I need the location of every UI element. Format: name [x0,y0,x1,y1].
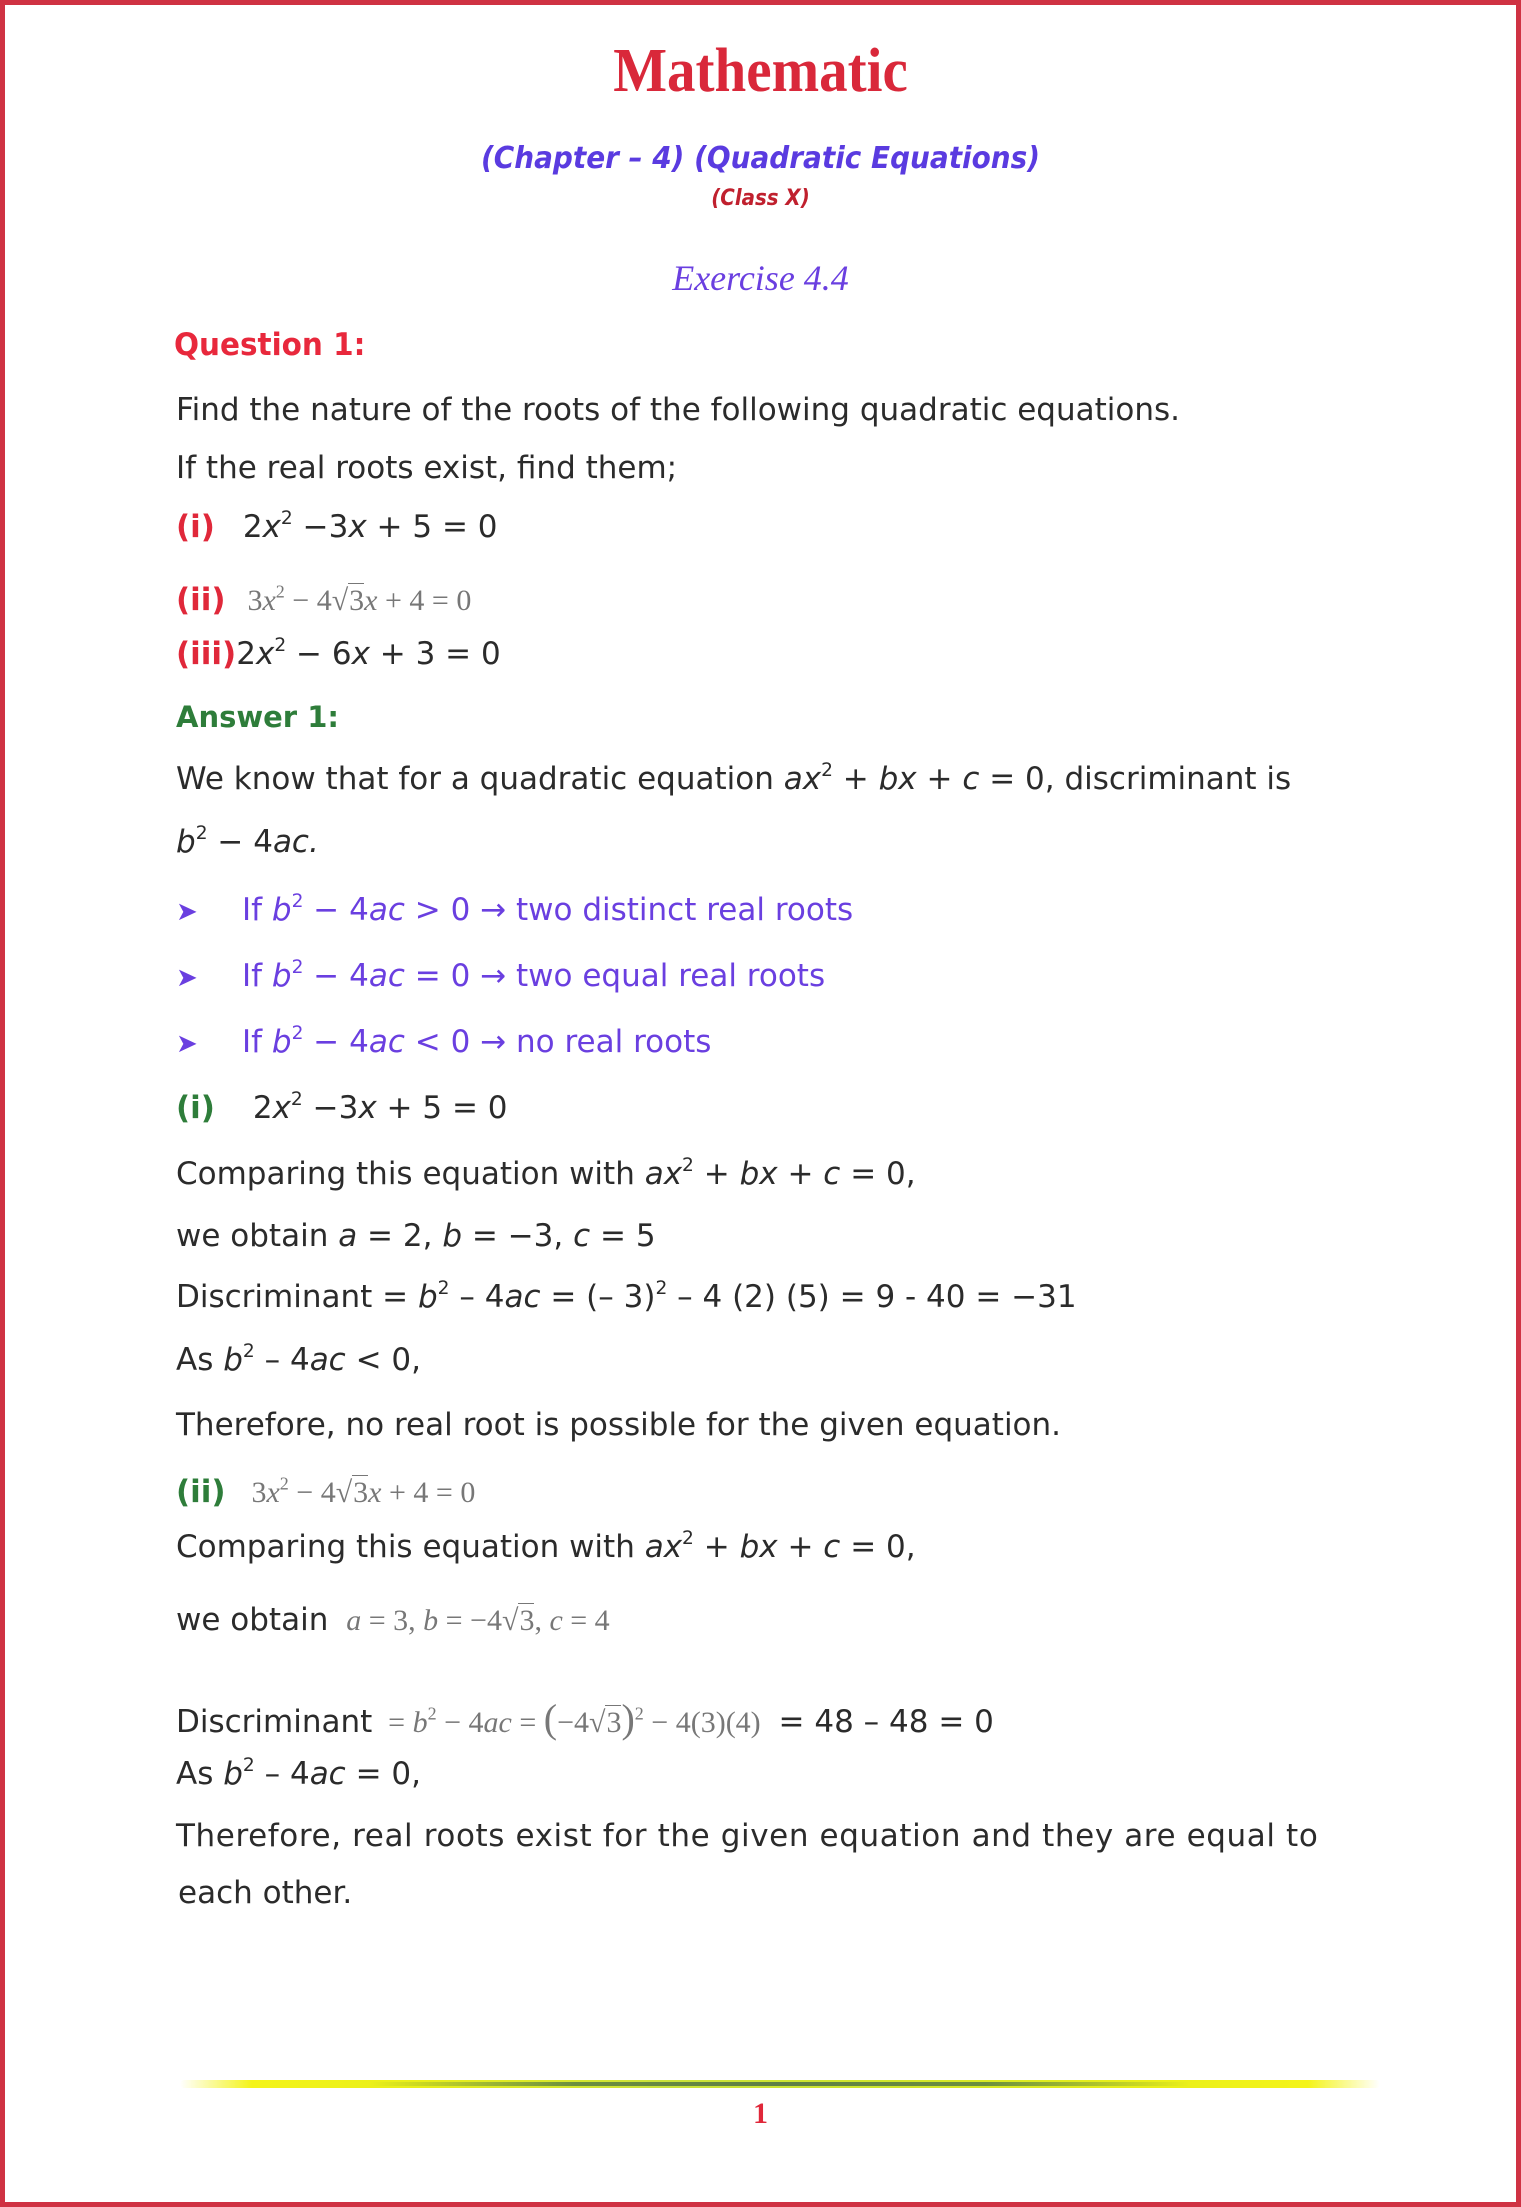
solution-part-ii-heading [176,1474,475,1510]
intro-text: We know that for a quadratic equation [176,761,784,797]
solution-ii-conclusion-2: each other. [178,1875,353,1911]
class-wrap [0,186,1521,211]
exercise-wrap [0,257,1521,299]
part-equation: $2x^2 -3x + 5 = 0$ [242,507,498,545]
part-equation: $3x^2 - 4√3x + 4 = 0$ [251,1473,476,1509]
document-title: Mathematic [613,37,908,105]
answer-intro-line-1 [176,761,1291,797]
part-equation: $3x^2 - 4√3x + 4 = 0$ [247,581,472,617]
solution-i-conclusion: Therefore, no real root is possible for the given equation. [176,1407,1062,1443]
arrow-bullet-icon: ➤ [176,897,198,927]
solution-i-comparing: Comparing this equation with $ax^2$ + bx + c = 0, [176,1154,916,1192]
part-label: (ii) [176,582,226,618]
question-line-2: If the real roots exist, find them; [176,450,678,486]
condition-text: If $b^2 - 4ac < 0$ → [242,1022,516,1060]
intro-suffix: , discriminant is [1044,761,1292,797]
part-label: (i) [176,509,215,545]
part-equation: $2x^2 -3x + 5 = 0$ [252,1088,508,1126]
condition-text: If $b^2 - 4ac = 0$ → [242,956,516,994]
footer [0,2097,1521,2131]
answer-heading: Answer 1: [176,700,339,734]
answer-intro-line-2: $b^2 - 4ac$. [176,822,319,860]
obtain-text: we obtain [176,1602,329,1638]
discriminant-result: = 48 – 48 = 0 [778,1704,994,1740]
solution-ii-comparing: Comparing this equation with $ax^2$ + bx + c = 0, [176,1527,916,1565]
footer-divider-inner [370,2082,1190,2086]
header [0,36,1521,107]
solution-ii-discriminant [176,1695,994,1742]
chapter-wrap [0,141,1521,176]
solution-ii-as: As $b^2 - 4ac = 0$, [176,1754,421,1792]
condition-item-negative [176,1024,711,1060]
discriminant-label: Discriminant [176,1704,373,1740]
question-line-1: Find the nature of the roots of the following quadratic equations. [176,392,1181,428]
condition-result: two equal real roots [516,958,826,994]
solution-i-discriminant: Discriminant = $b^2 - 4ac$ = (– 3)$^2$ – 4 (2) (5) = 9 - 40 = −31 [176,1277,1077,1315]
part-equation: $2x^2 - 6x + 3 = 0$ [236,634,501,672]
question-part-ii [176,582,471,618]
page-number: 1 [753,2097,768,2130]
question-part-iii [176,636,501,672]
arrow-bullet-icon: ➤ [176,963,198,993]
exercise-title: Exercise 4.4 [672,258,849,298]
coefficient-values: a = 3, b = −4√3, c = 4 [346,1604,610,1637]
discriminant-expression: = $b^2 - 4ac = (-4√3)^2 - 4(3)(4)$ [388,1696,761,1741]
class-label: (Class X) [711,186,810,211]
condition-result: no real roots [516,1024,712,1060]
question-heading: Question 1: [174,327,366,363]
arrow-bullet-icon: ➤ [176,1029,198,1059]
condition-item-zero [176,958,825,994]
condition-result: two distinct real roots [516,892,854,928]
solution-i-as: As $b^2 - 4ac < 0$, [176,1340,421,1378]
question-part-i [176,509,498,545]
intro-equation: $ax^2$ + bx + c = 0 [783,759,1045,797]
part-label: (i) [176,1090,215,1126]
chapter-subtitle: (Chapter – 4) (Quadratic Equations) [480,141,1041,176]
solution-i-coefficients: we obtain a = 2, b = −3, c = 5 [176,1218,656,1254]
part-label: (ii) [176,1474,226,1510]
part-label: (iii) [176,636,237,672]
solution-part-i-heading [176,1090,508,1126]
condition-text: If $b^2 - 4ac > 0$ → [242,890,516,928]
solution-ii-conclusion-1: Therefore, real roots exist for the given equation and they are equal to [176,1818,1319,1854]
solution-ii-coefficients [176,1602,610,1638]
condition-item-positive [176,892,853,928]
